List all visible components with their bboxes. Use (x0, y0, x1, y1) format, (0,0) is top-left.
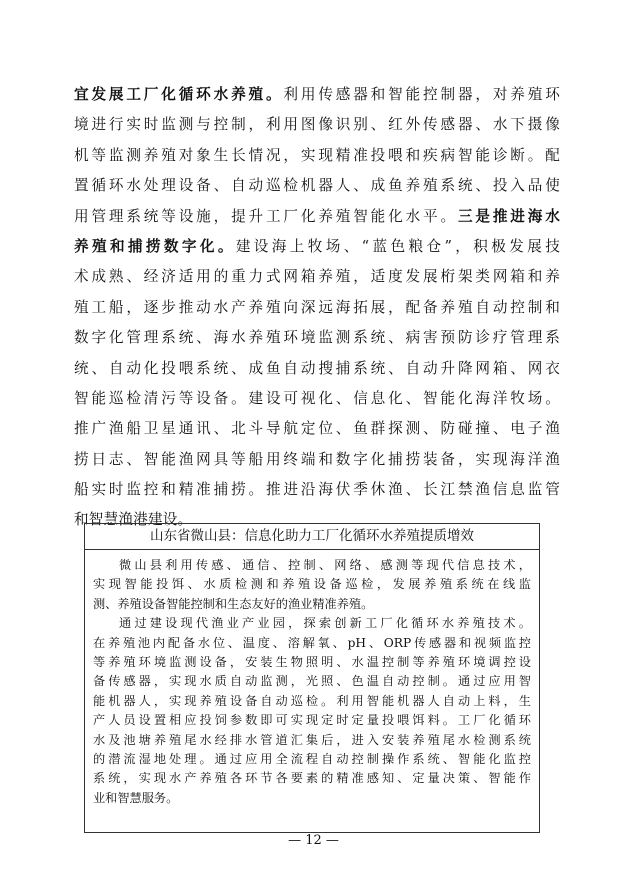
case-text-line: 业和智慧服务。 (93, 790, 179, 805)
bold-text: 三是推进海水 (457, 207, 560, 225)
text-line (74, 293, 560, 323)
text-line (74, 475, 560, 505)
text-segment: 术成熟、经济适用的重力式网箱养殖，适度发展桁架类网箱和养 (74, 268, 560, 286)
text-segment: 建设海上牧场、“蓝色粮仓”，积极发展技 (235, 237, 560, 255)
text-line (74, 110, 560, 140)
text-segment: 用管理系统等设施，提升工厂化养殖智能化水平。 (74, 207, 458, 225)
case-study-body (93, 556, 531, 808)
text-segment: 捞日志、智能渔网具等船用终端和数字化捕捞装备，实现海洋渔 (74, 450, 560, 468)
case-text-line: 实现智能投饵、水质检测和养殖设备巡检，发展养殖系统在线监 (93, 577, 531, 592)
case-text-line: 水及池塘养殖尾水经排水管道汇集后，进入安装养殖尾水检测系统 (93, 732, 531, 747)
text-line (74, 262, 560, 292)
text-line (74, 384, 560, 414)
case-text-line: 测、养殖设备智能控制和生态友好的渔业精准养殖。 (93, 596, 374, 611)
text-line (74, 414, 560, 444)
case-text-line: 通过建设现代渔业产业园，探索创新工厂化循环水养殖技术。 (119, 616, 531, 631)
text-line (74, 354, 560, 384)
text-segment: 机等监测养殖对象生长情况，实现精准投喂和疾病智能诊断。配 (74, 146, 560, 164)
text-line (74, 171, 560, 201)
case-text-line: 在养殖池内配备水位、温度、溶解氧、pH、ORP传感器和视频监控 (93, 635, 531, 650)
main-text (74, 80, 560, 536)
text-segment: 推广渔船卫星通讯、北斗导航定位、鱼群探测、防碰撞、电子渔 (74, 420, 560, 438)
text-segment: 利用传感器和智能控制器，对养殖环 (283, 86, 560, 103)
case-text-line: 微山县利用传感、通信、控制、网络、感测等现代信息技术， (119, 558, 531, 572)
case-text-line: 系统，实现水产养殖各环节各要素的精准感知、定量决策、智能作 (93, 771, 531, 786)
text-segment: 智能巡检清污等设备。建设可视化、信息化、智能化海洋牧场。 (74, 389, 560, 407)
text-segment: 境进行实时监测与控制，利用图像识别、红外传感器、水下摄像 (74, 116, 560, 134)
case-text-line: 备传感器，实现水质自动监测，光照、色温自动控制。通过应用智 (93, 674, 531, 689)
text-line (74, 232, 560, 262)
text-segment: 和智慧渔港建设。 (74, 511, 193, 529)
text-line (74, 445, 560, 475)
text-line (74, 323, 560, 353)
bold-text: 宜发展工厂化循环水养殖。 (74, 86, 284, 103)
text-line (74, 141, 560, 171)
case-study-title: 山东省微山县：信息化助力工厂化循环水养殖提质增效 (85, 524, 539, 550)
case-study-box (84, 523, 540, 833)
bold-text: 养殖和捕捞数字化。 (74, 237, 236, 255)
case-text-line: 能机器人，实现养殖设备自动巡检。利用智能机器人自动上料，生 (93, 693, 531, 708)
text-segment: 殖工船，逐步推动水产养殖向深远海拓展，配备养殖自动控制和 (74, 298, 560, 316)
text-segment: 统、自动化投喂系统、成鱼自动搜捕系统、自动升降网箱、网衣 (74, 359, 560, 377)
text-line (74, 80, 560, 110)
text-segment: 置循环水处理设备、自动巡检机器人、成鱼养殖系统、投入品使 (74, 177, 560, 195)
case-text-line: 等养殖环境监测设备，安装生物照明、水温控制等养殖环境调控设 (93, 654, 531, 669)
text-line (74, 202, 560, 232)
text-segment: 船实时监控和精准捕捞。推进沿海伏季休渔、长江禁渔信息监管 (74, 481, 560, 499)
case-text-line: 的潜流湿地处理。通过应用全流程自动控制操作系统、智能化监控 (93, 751, 531, 766)
page-number: — 12 — (288, 833, 339, 848)
case-text-line: 产人员设置相应投饲参数即可实现定时定量投喂饵料。工厂化循环 (93, 713, 531, 728)
text-segment: 数字化管理系统、海水养殖环境监测系统、病害预防诊疗管理系 (74, 329, 560, 347)
